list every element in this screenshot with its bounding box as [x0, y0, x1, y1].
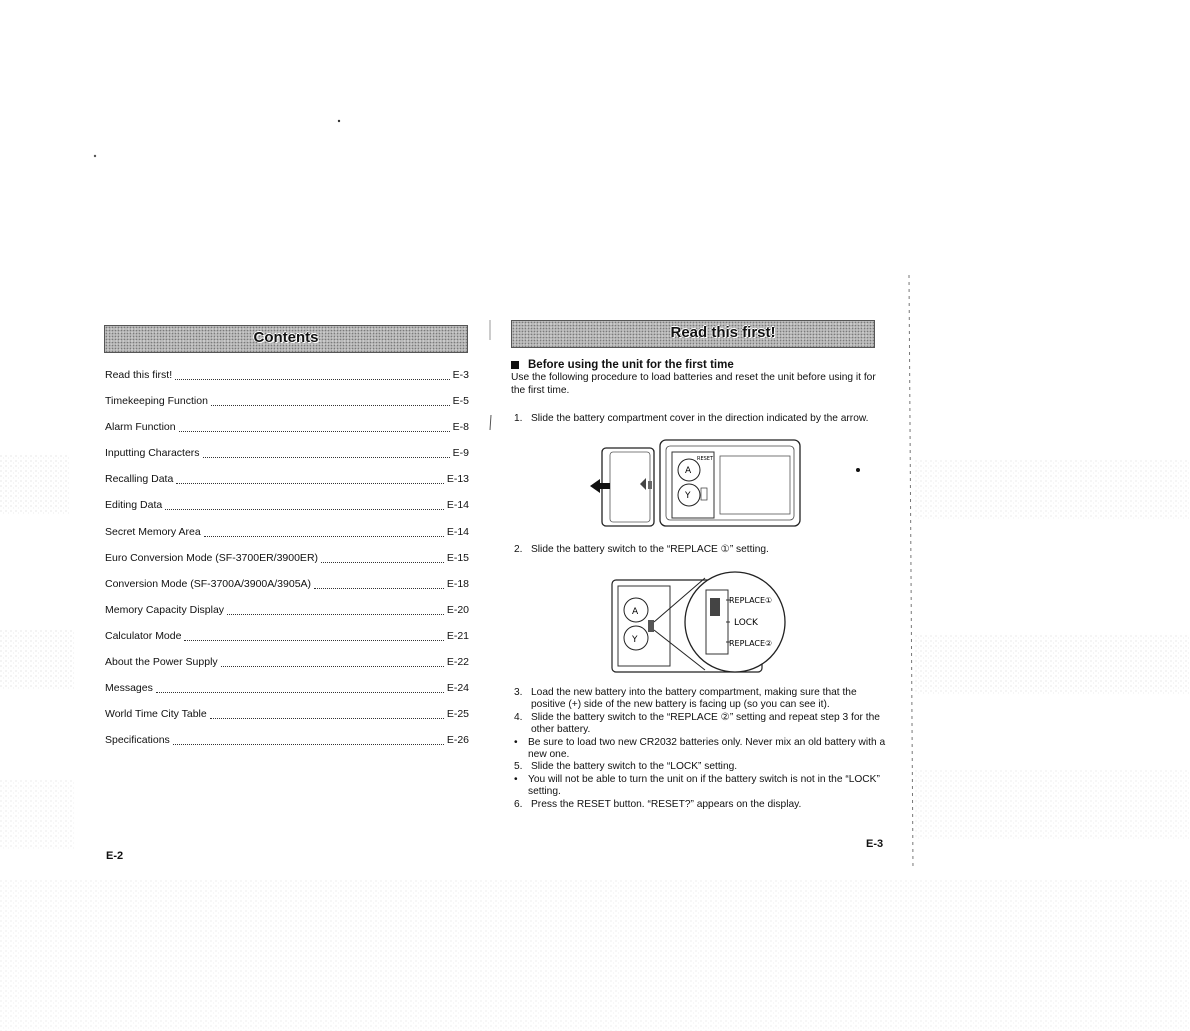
toc-entry[interactable]: About the Power Supply E-22 — [105, 653, 469, 679]
figure-battery-switch — [610, 570, 790, 676]
step-3: 3. Load the new battery into the battery compartment, making sure that the positive (+) side of the new battery is facing up (so you can see it). — [514, 687, 857, 711]
left-arrow-icon — [590, 479, 610, 493]
toc-entry[interactable]: Timekeeping Function E-5 — [105, 392, 469, 418]
step-6: 6. Press the RESET button. “RESET?” appears on the display. — [514, 798, 802, 810]
svg-text:A: A — [632, 607, 639, 617]
toc-entry[interactable]: Read this first! E-3 — [105, 366, 469, 392]
table-of-contents — [105, 366, 469, 757]
step-2: 2. Slide the battery switch to the “REPLACE ①” setting. — [514, 544, 769, 555]
step-4: 4. Slide the battery switch to the “REPLACE ②” setting and repeat step 3 for the other battery. — [514, 711, 880, 736]
toc-entry[interactable]: Editing Data E-14 — [105, 496, 469, 522]
toc-entry[interactable]: Alarm Function E-8 — [105, 418, 469, 444]
step-1: 1. Slide the battery compartment cover in the direction indicated by the arrow. — [514, 413, 869, 424]
replace2-label: REPLACE② — [729, 639, 773, 648]
svg-text:Y: Y — [685, 491, 691, 501]
toc-entry[interactable]: Calculator Mode E-21 — [105, 627, 469, 653]
toc-entry[interactable]: Conversion Mode (SF-3700A/3900A/3905A) E-18 — [105, 575, 469, 601]
contents-header: Contents — [253, 329, 319, 346]
toc-entry[interactable]: Euro Conversion Mode (SF-3700ER/3900ER) E-15 — [105, 549, 469, 575]
reset-label: RESET — [697, 456, 714, 462]
toc-entry[interactable]: Memory Capacity Display E-20 — [105, 601, 469, 627]
toc-entry[interactable]: Specifications E-26 — [105, 731, 469, 757]
note-lock: • You will not be able to turn the unit on if the battery switch is not in the “LOCK” setting. — [514, 773, 880, 798]
svg-text:Y: Y — [632, 635, 638, 645]
toc-entry[interactable]: Inputting Characters E-9 — [105, 444, 469, 470]
figure-battery-cover — [588, 438, 808, 530]
note-batteries: • Be sure to load two new CR2032 batteries only. Never mix an old battery with a new one. — [514, 736, 886, 761]
toc-entry[interactable]: World Time City Table E-25 — [105, 705, 469, 731]
contents-header-bar — [104, 325, 468, 353]
square-bullet-icon — [511, 361, 519, 369]
step-5: 5. Slide the battery switch to the “LOCK” setting. — [514, 761, 738, 773]
read-first-header: Read this first! — [670, 324, 776, 341]
toc-entry[interactable]: Recalling Data E-13 — [105, 470, 469, 496]
steps-list — [514, 687, 886, 811]
right-page-number: E-3 — [866, 838, 884, 850]
lock-label: LOCK — [734, 618, 758, 628]
read-first-header-bar — [511, 320, 875, 348]
toc-entry[interactable]: Secret Memory Area E-14 — [105, 523, 469, 549]
intro-text: Use the following procedure to load batteries and reset the unit before using it for the first time. — [511, 372, 876, 396]
toc-entry[interactable]: Messages E-24 — [105, 679, 469, 705]
section-title: Before using the unit for the first time — [511, 359, 883, 371]
replace1-label: REPLACE① — [729, 596, 773, 605]
section-intro — [511, 359, 883, 397]
left-page-number: E-2 — [106, 850, 124, 862]
svg-text:A: A — [685, 466, 692, 476]
